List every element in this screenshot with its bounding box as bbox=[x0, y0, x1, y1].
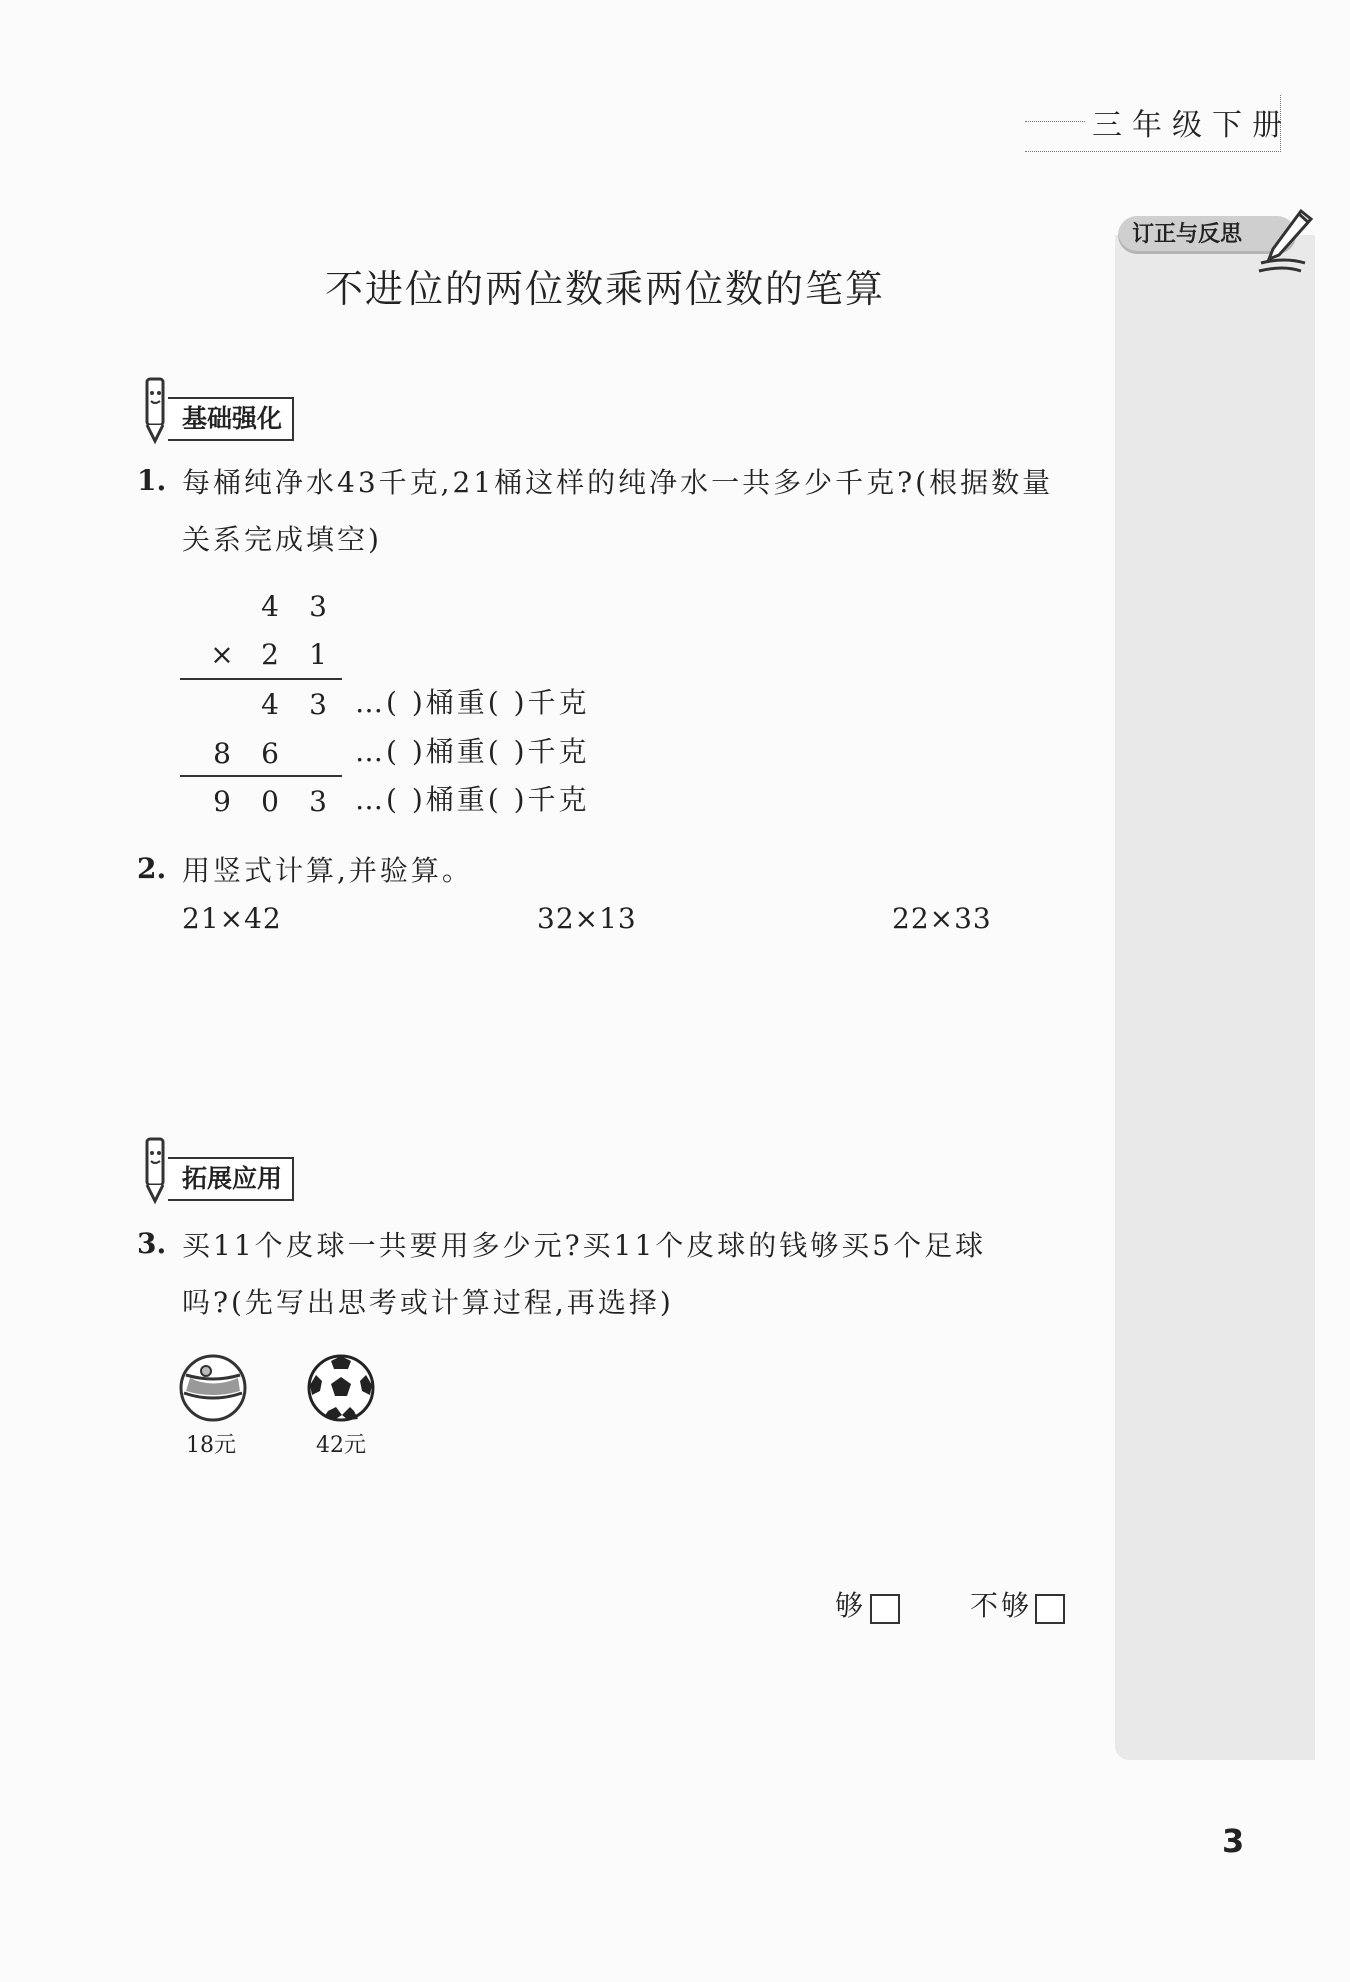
calc-digit: 8 bbox=[213, 737, 231, 770]
page-title: 不进位的两位数乘两位数的笔算 bbox=[324, 267, 885, 311]
question-3-number: 3. bbox=[137, 1227, 167, 1260]
calc-digit: 2 bbox=[261, 638, 279, 671]
calc-digit: 4 bbox=[261, 688, 279, 721]
calc-digit: 9 bbox=[213, 785, 231, 818]
calc-digit: 1 bbox=[309, 638, 327, 671]
correction-tab: 订正与反思 bbox=[1118, 216, 1296, 254]
enough-label: 够 bbox=[835, 1589, 867, 1622]
calc-digit: 3 bbox=[309, 785, 327, 818]
multiply-sign: × bbox=[210, 638, 234, 671]
calc-rule-2 bbox=[180, 775, 342, 777]
enough-checkbox[interactable] bbox=[870, 1594, 900, 1624]
question-2-number: 2. bbox=[137, 852, 167, 885]
section-basic-label: 基础强化 bbox=[168, 397, 294, 441]
calc-digit: 3 bbox=[309, 590, 327, 623]
soccer-ball-price: 42元 bbox=[316, 1433, 366, 1458]
calc-rule-1 bbox=[180, 678, 342, 680]
question-3-line-2: 吗?(先写出思考或计算过程,再选择) bbox=[182, 1286, 674, 1319]
calc-digit: 0 bbox=[261, 785, 279, 818]
question-3-line-1: 买11个皮球一共要用多少元?买11个皮球的钱够买5个足球 bbox=[182, 1229, 987, 1262]
soccer-ball-icon bbox=[306, 1353, 376, 1423]
fill-blank-1[interactable]: …( )桶重( )千克 bbox=[355, 686, 590, 719]
grade-label: 三年级下册 bbox=[1092, 108, 1292, 143]
correction-sidebar bbox=[1115, 235, 1315, 1760]
page-number: 3 bbox=[1222, 1822, 1245, 1860]
beach-ball-price: 18元 bbox=[186, 1433, 236, 1458]
question-1-number: 1. bbox=[137, 464, 167, 497]
expression-3: 22×33 bbox=[892, 902, 992, 935]
not-enough-label: 不够 bbox=[970, 1589, 1033, 1622]
section-extended-label: 拓展应用 bbox=[168, 1157, 294, 1201]
question-1-line-1: 每桶纯净水43千克,21桶这样的纯净水一共多少千克?(根据数量 bbox=[182, 466, 1054, 499]
expression-2: 32×13 bbox=[537, 902, 637, 935]
fill-blank-3[interactable]: …( )桶重( )千克 bbox=[355, 783, 590, 816]
calc-digit: 4 bbox=[261, 590, 279, 623]
fill-blank-2[interactable]: …( )桶重( )千克 bbox=[355, 735, 590, 768]
expression-1: 21×42 bbox=[182, 902, 282, 935]
calc-digit: 3 bbox=[309, 688, 327, 721]
pen-icon bbox=[1255, 205, 1319, 275]
not-enough-checkbox[interactable] bbox=[1035, 1594, 1065, 1624]
calc-digit: 6 bbox=[261, 737, 279, 770]
question-1-line-2: 关系完成填空) bbox=[182, 523, 382, 556]
beach-ball-icon bbox=[178, 1353, 248, 1423]
question-2-text: 用竖式计算,并验算。 bbox=[182, 854, 473, 887]
